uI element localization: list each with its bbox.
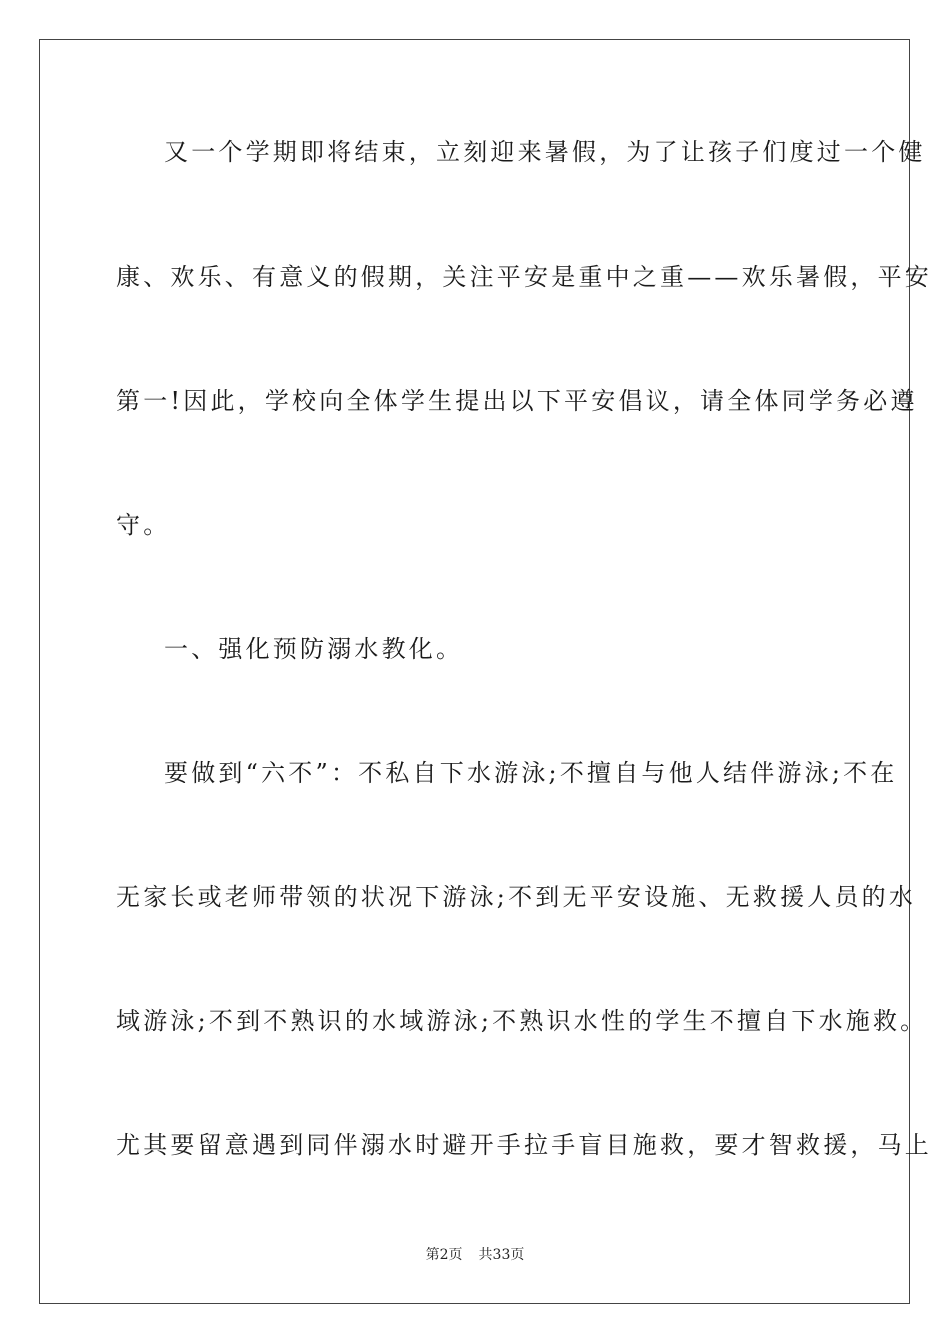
paragraph-line: 守。: [116, 511, 171, 539]
page-footer: [0, 1245, 950, 1265]
paragraph-line: 第一!因此，学校向全体学生提出以下平安倡议，请全体同学务必遵: [116, 387, 918, 415]
paragraph-line: 康、欢乐、有意义的假期，关注平安是重中之重——欢乐暑假，平安: [116, 263, 932, 291]
page-border: [39, 39, 932, 1304]
page-number: 第2页: [425, 1247, 463, 1263]
section-heading: 一、强化预防溺水教化。: [164, 635, 464, 663]
page-total: 共33页: [478, 1247, 525, 1263]
paragraph-line: 无家长或老师带领的状况下游泳;不到无平安设施、无救援人员的水: [116, 883, 917, 911]
paragraph-line: 域游泳;不到不熟识的水域游泳;不熟识水性的学生不擅自下水施救。: [116, 1007, 928, 1035]
paragraph-line: 尤其要留意遇到同伴溺水时避开手拉手盲目施救，要才智救援，马上: [116, 1131, 932, 1159]
paragraph-line: 要做到“六不”：不私自下水游泳;不擅自与他人结伴游泳;不在: [164, 759, 898, 787]
paragraph-line: 又一个学期即将结束，立刻迎来暑假，为了让孩子们度过一个健: [164, 138, 926, 166]
